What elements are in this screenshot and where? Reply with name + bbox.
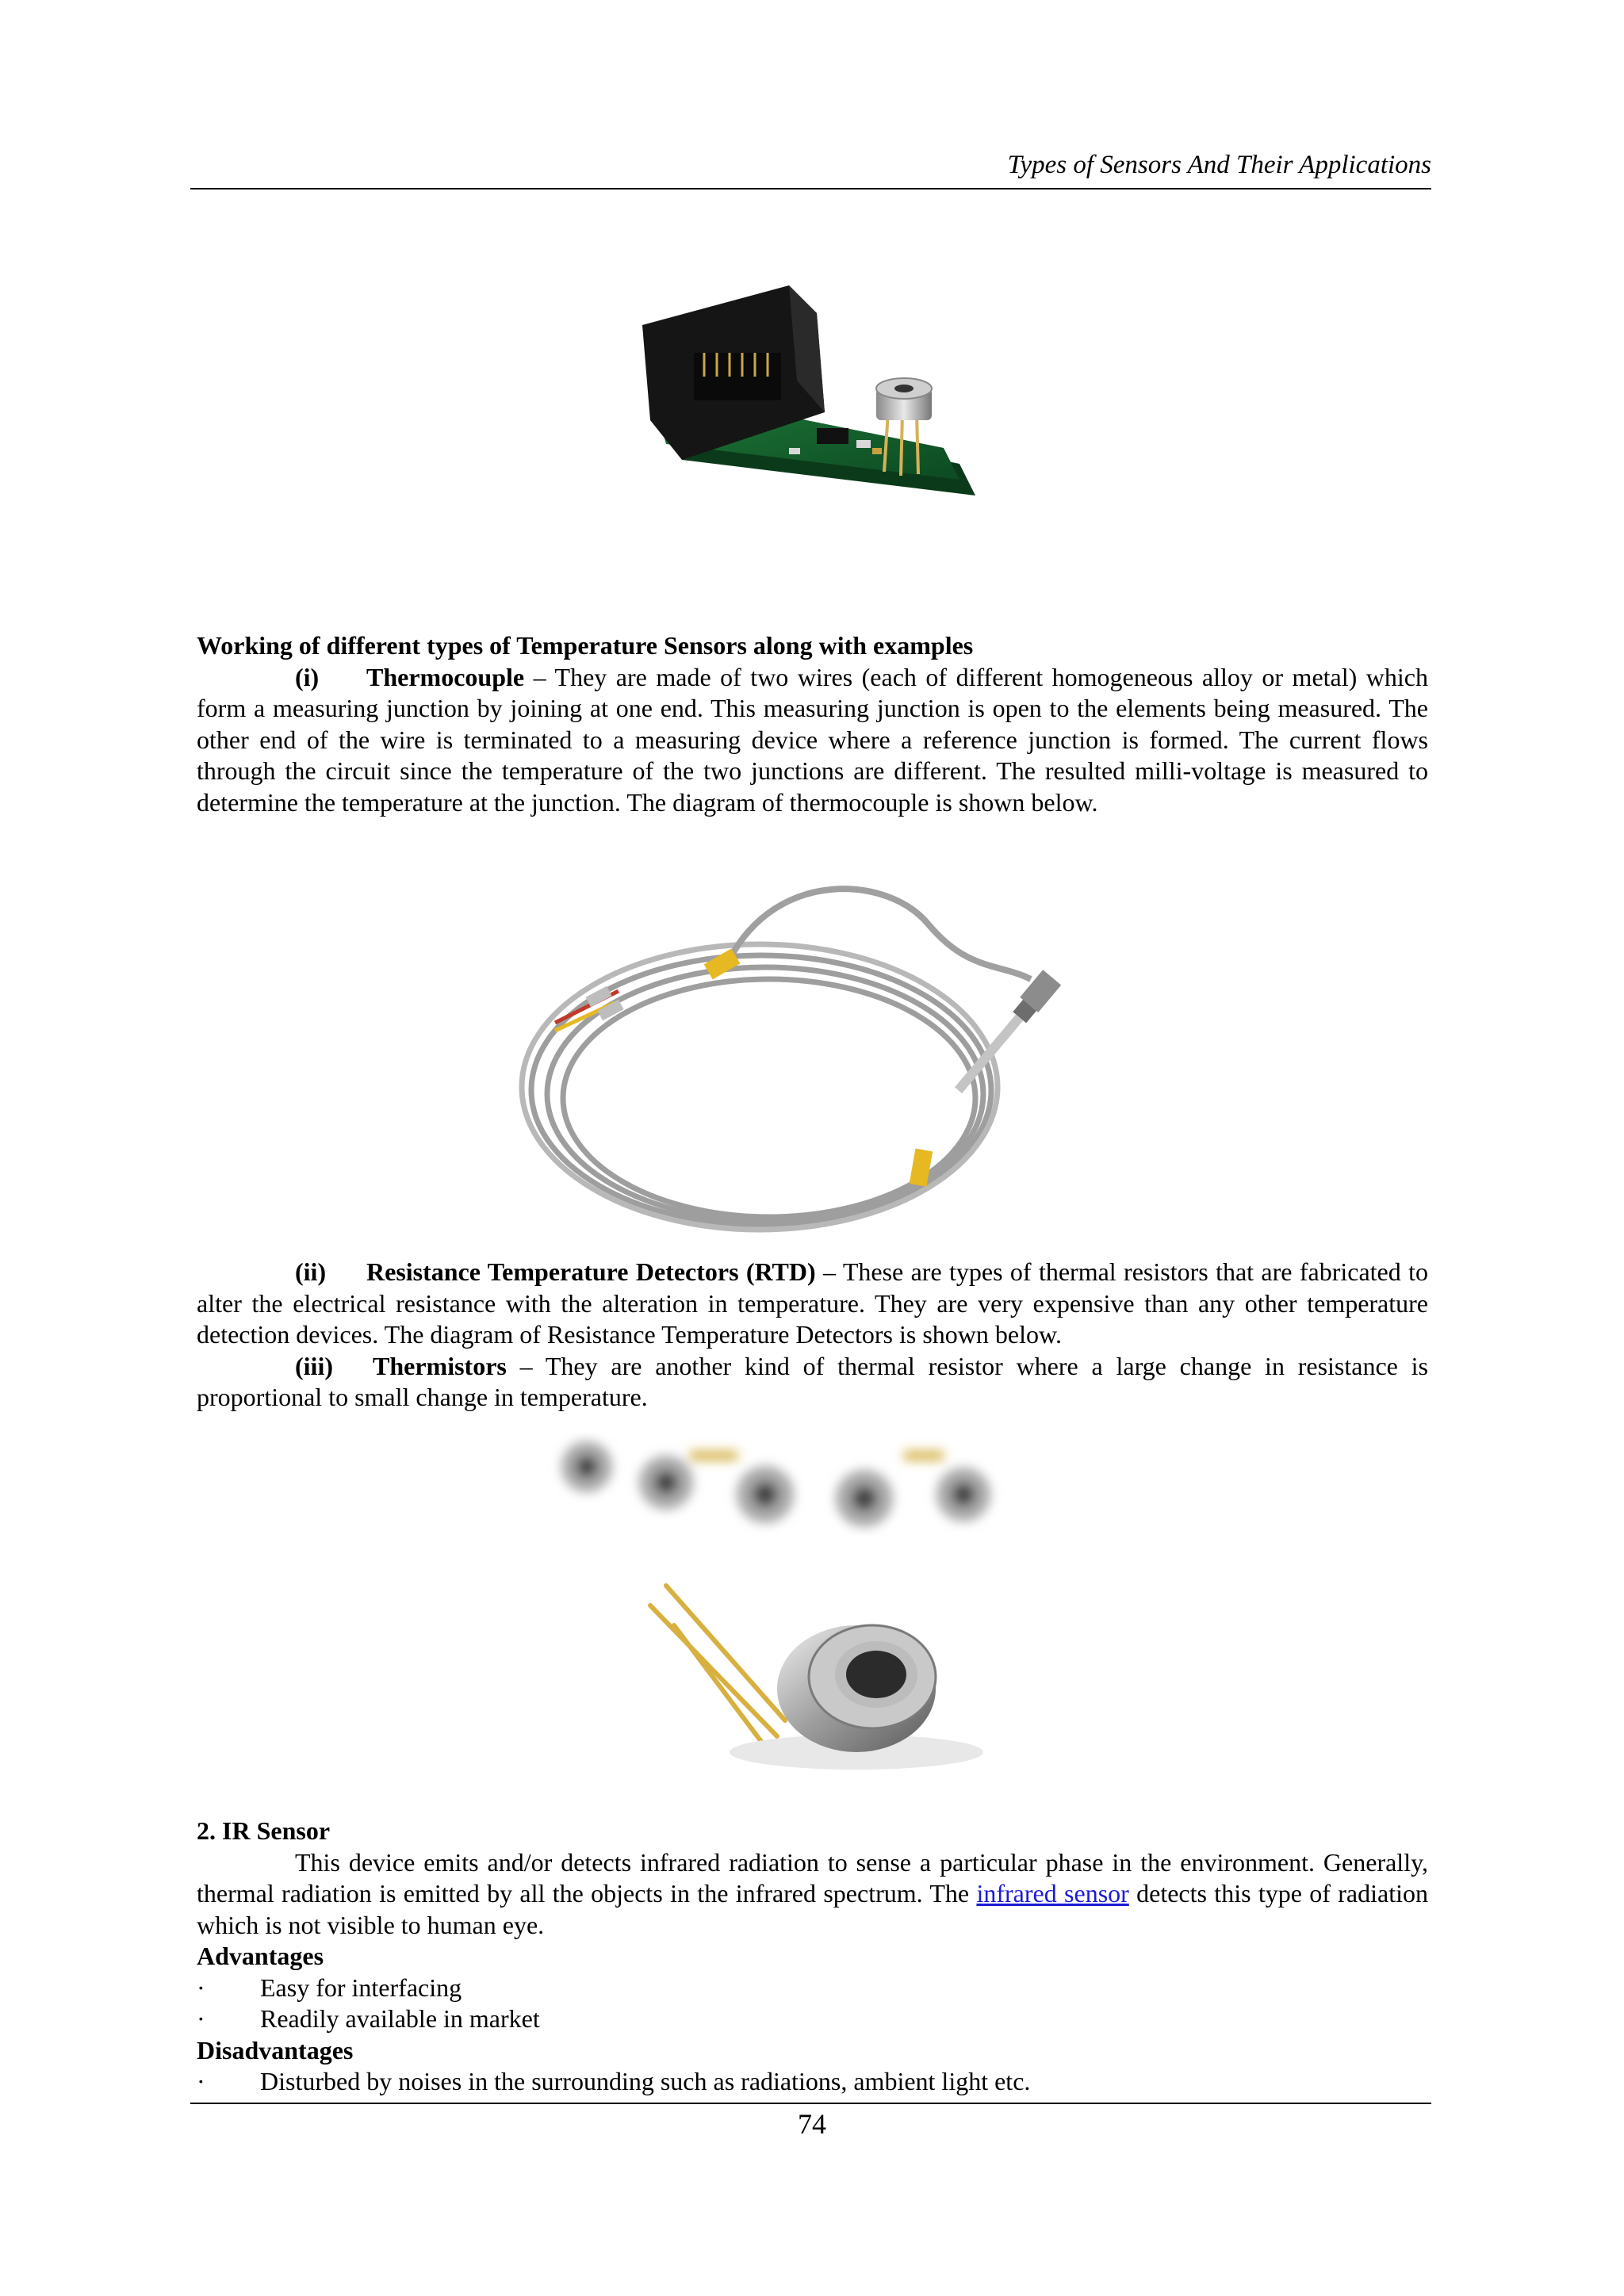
list-item-text: Readily available in market	[260, 2004, 540, 2033]
rtd-description: – These are types of thermal resistors that are fabricated to alter the electrical resistance with the alteration in temperature. They are very expensive than any other temperature detection devices. The diagram of Resistance Temperature Detectors is shown below.	[197, 1257, 1429, 1349]
list-item	[197, 1973, 1428, 2004]
thermistor-description: – They are another kind of thermal resistor where a large change in resistance is proportional to small change in temperature.	[197, 1351, 1428, 1411]
bullet-mark: ·	[197, 1973, 205, 2002]
thermistor-term: Thermistors	[373, 1351, 507, 1380]
thermocouple-paragraph	[197, 662, 1428, 819]
ir-text-end: detects this type of radiation which is not visible to human eye.	[197, 1879, 1429, 1939]
thermistor-number: (iii)	[295, 1351, 333, 1380]
footer-rule	[190, 2103, 1431, 2104]
infrared-sensor-link[interactable]: infrared sensor	[976, 1879, 1129, 1908]
figure-temperature-sensor-module	[619, 277, 991, 547]
bullet-mark: ·	[197, 2067, 205, 2095]
header-rule	[190, 188, 1431, 189]
ir-sensor-section	[197, 1816, 1428, 2098]
figure-ir-sensors	[539, 1419, 1094, 1800]
rtd-term: Resistance Temperature Detectors (RTD)	[366, 1257, 816, 1286]
list-item-text: Disturbed by noises in the surrounding such as radiations, ambient light etc.	[260, 2067, 1031, 2095]
advantages-heading: Advantages	[197, 1942, 324, 1970]
rtd-thermistor-section	[197, 1257, 1428, 1414]
thermocouple-number: (i)	[295, 662, 320, 691]
running-header: Types of Sensors And Their Applications	[1007, 151, 1431, 179]
figure-thermocouple	[444, 852, 1182, 1249]
page-number: 74	[798, 2108, 826, 2140]
rtd-number: (ii)	[295, 1257, 327, 1286]
ir-text-start: This device emits and/or detects infrared radiation to sense a particular phase in the environment. Generally, thermal radiation is emitted by all the objects in the infrared spectrum. The	[197, 1847, 1428, 1908]
ir-sensor-heading: 2. IR Sensor	[197, 1816, 331, 1845]
thermocouple-term: Thermocouple	[366, 662, 525, 691]
thermistor-paragraph	[197, 1351, 1428, 1414]
list-item-text: Easy for interfacing	[260, 1973, 462, 2002]
disadvantages-heading: Disadvantages	[197, 2035, 354, 2064]
bullet-mark: ·	[197, 2004, 205, 2033]
ir-sensor-paragraph	[197, 1847, 1428, 1942]
rtd-paragraph	[197, 1257, 1428, 1351]
list-item	[197, 2003, 1428, 2035]
temperature-section	[197, 630, 1428, 818]
temperature-section-heading: Working of different types of Temperature Sensors along with examples	[197, 631, 974, 660]
thermocouple-description: – They are made of two wires (each of different homogeneous alloy or metal) which form a measuring junction by joining at one end. This measuring junction is open to the elements being measured. The other end of the wire is terminated to a measuring device where a reference junction is formed. The current flows through the circuit since the temperature of the two junctions are different. The resulted milli-voltage is measured to determine the temperature at the junction. The diagram of thermocouple is shown below.	[197, 662, 1428, 817]
list-item	[197, 2066, 1428, 2098]
